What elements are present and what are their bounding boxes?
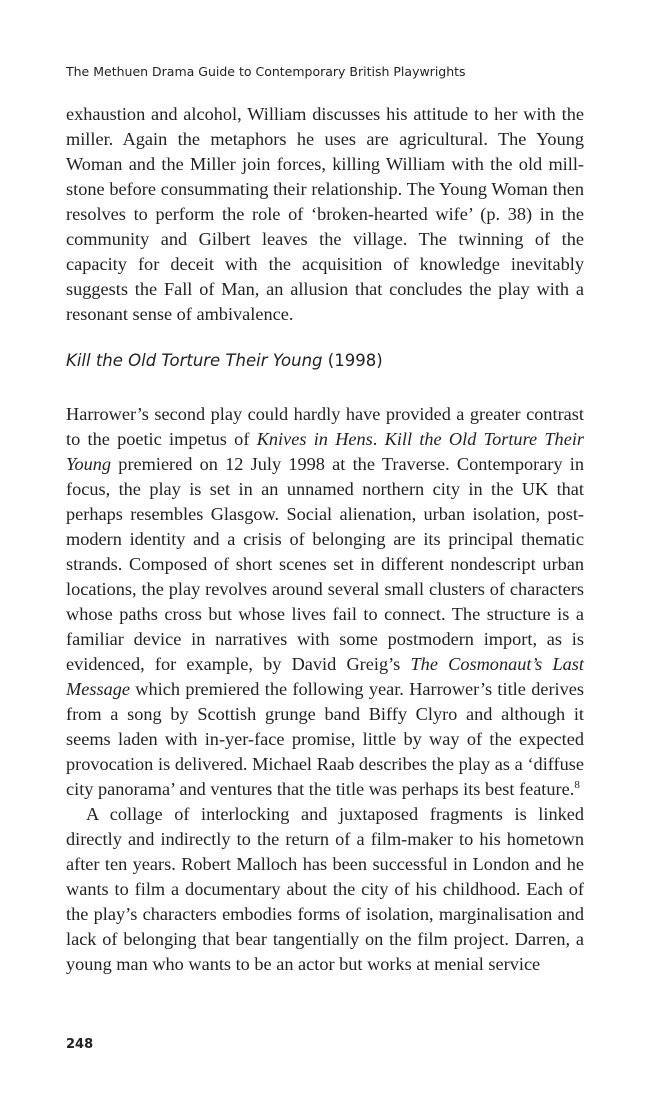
paragraph-3: A collage of interlocking and juxtaposed fragments is linked directly and indirectly to the return of a film-maker to his hometown after ten years. Robert Malloch has been successful in London and he wants to film a documentary about the city of his childhood. Each of the play’s characters embodies forms of isolation, marginalisation and lack of belonging that bear tangentially on the film project. Darren, a young man who wants to be an actor but works at menial service (66, 804, 584, 974)
footnote-reference: 8 (574, 779, 580, 791)
paragraph-2 (66, 402, 584, 802)
play-title-kill-the-old: Kill the Old Torture Their Young (66, 429, 585, 474)
section-heading-year: (1998) (327, 351, 383, 370)
paragraph-2-text-c: premiered on 12 July 1998 at the Traverse. Contemporary in focus, the play is set in an unnamed northern city in the UK that perhaps resembles Glasgow. Social alienation, urban isolation, post-modern identity and a crisis of belonging are its principal thematic strands. Composed of short scenes set in different nondescript urban locations, the play revolves around several small clusters of characters whose paths cross but whose lives fail to connect. The structure is a familiar device in narratives with some postmodern import, as is evidenced, for example, by David Greig’s (66, 454, 584, 674)
body-block-1 (66, 102, 584, 327)
paragraph-1: exhaustion and alcohol, William discusses his attitude to her with the miller. Again the metaphors he uses are agricultural. The Young Woman and the Miller join forces, killing William with the old mill-stone before consummating their relationship. The Young Woman then resolves to perform the role of ‘broken-hearted wife’ (p. 38) in the community and Gilbert leaves the village. The twinning of the capacity for deceit with the acquisition of knowledge inevitably suggests the Fall of Man, an allusion that concludes the play with a resonant sense of ambivalence. (66, 104, 584, 324)
section-heading-title: Kill the Old Torture Their Young (66, 351, 323, 370)
page-number: 248 (66, 1037, 94, 1052)
paragraph-2-text-d: which premiered the following year. Harrower’s title derives from a song by Scottish grunge band Biffy Clyro and although it seems laden with in-yer-face promise, little by way of the expected provocation is delivered. Michael Raab describes the play as a ‘diffuse city panorama’ and ventures that the title was perhaps its best feature. (66, 679, 584, 799)
play-title-cosmonaut: The Cosmonaut’s Last Message (66, 654, 584, 699)
body-block-2 (66, 402, 584, 977)
paragraph-2-text-b: . (372, 429, 385, 449)
section-heading (66, 351, 383, 370)
paragraph-2-text-a: Harrower’s second play could hardly have provided a greater contrast to the poetic impetus of (66, 404, 584, 449)
running-head: The Methuen Drama Guide to Contemporary British Playwrights (66, 64, 466, 79)
play-title-knives-in-hens: Knives in Hens (256, 429, 373, 449)
